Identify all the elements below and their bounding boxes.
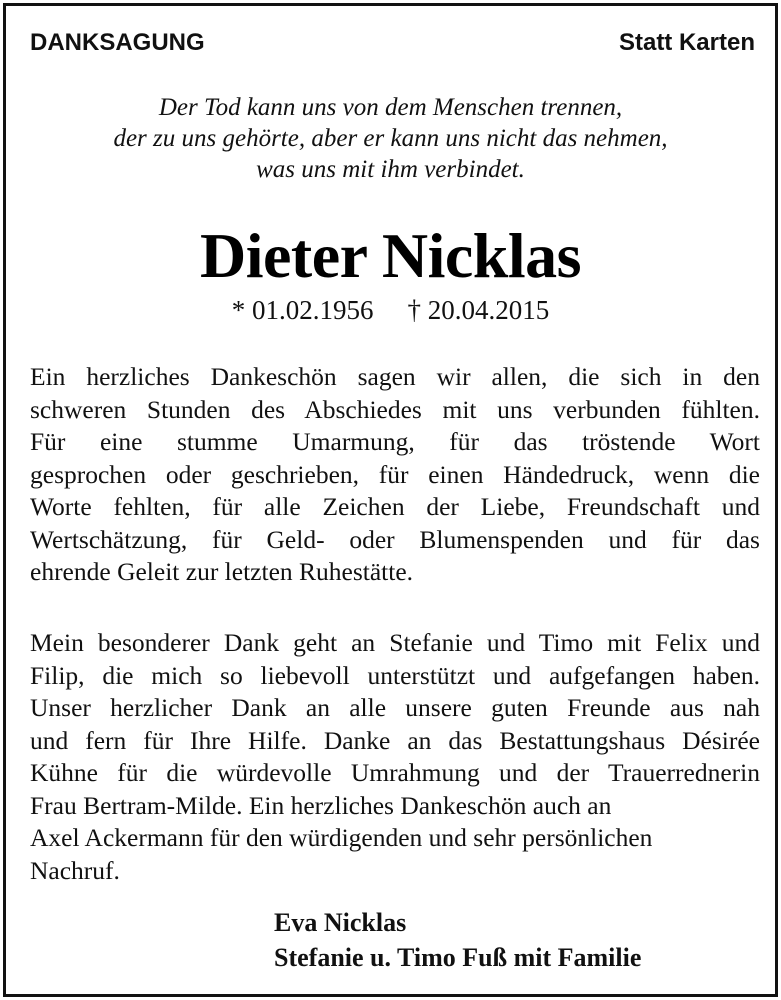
text-line: Axel Ackermann für den würdigenden und sehr persönlichen [30,823,653,852]
text-line: Frau Bertram-Milde. Ein herzliches Dankeschön auch an [30,790,612,820]
text-line: Mein besonderer Dank geht an Stefanie und Timo mit Felix und [30,628,760,657]
text-line: Unser herzlicher Dank an alle unsere guten Freunde aus nah [30,693,760,722]
text-line: schweren Stunden des Abschiedes mit uns verbunden fühlten. [30,394,760,424]
text-line: Worte fehlten, für alle Zeichen der Liebe, Freundschaft und [30,492,760,521]
death-date: † 20.04.2015 [407,295,550,325]
thanks-paragraph-1 [30,361,760,589]
signatures [274,905,641,975]
quote-line: Der Tod kann uns von dem Menschen trennen, [158,94,623,121]
deceased-name: Dieter Nicklas [199,220,582,291]
quote-line: was uns mit ihm verbindet. [256,156,525,183]
life-dates [6,293,775,327]
text-line: und fern für Ihre Hilfe. Danke an das Bestattungshaus Désirée [30,725,760,755]
text-line: Wertschätzung, für Geld- oder Blumenspenden und für das [30,524,760,554]
header [6,29,775,59]
notice-frame [3,3,778,997]
text-line: Ein herzliches Dankeschön sagen wir allen, die sich in den [30,362,760,391]
thanks-paragraph-2 [30,627,760,887]
text-line: Kühne für die würdevolle Umrahmung und der Trauerrednerin [30,758,760,787]
signature-line: Eva Nicklas [274,908,407,937]
text-line: Filip, die mich so liebevoll unterstützt und aufgefangen haben. [30,660,760,690]
text-line: Nachruf. [30,855,120,885]
birth-date: * 01.02.1956 [231,295,374,325]
text-line: gesprochen oder geschrieben, für einen Händedruck, wenn die [30,459,760,489]
memorial-quote [6,92,775,185]
text-line: Für eine stumme Umarmung, für das tröstende Wort [30,427,760,456]
text-line: ehrende Geleit zur letzten Ruhestätte. [30,557,414,586]
quote-line: der zu uns gehörte, aber er kann uns nicht das nehmen, [113,125,668,152]
signature-line: Stefanie u. Timo Fuß mit Familie [274,943,642,972]
statt-karten-label: Statt Karten [618,29,755,56]
notice-type-label: DANKSAGUNG [30,29,205,56]
